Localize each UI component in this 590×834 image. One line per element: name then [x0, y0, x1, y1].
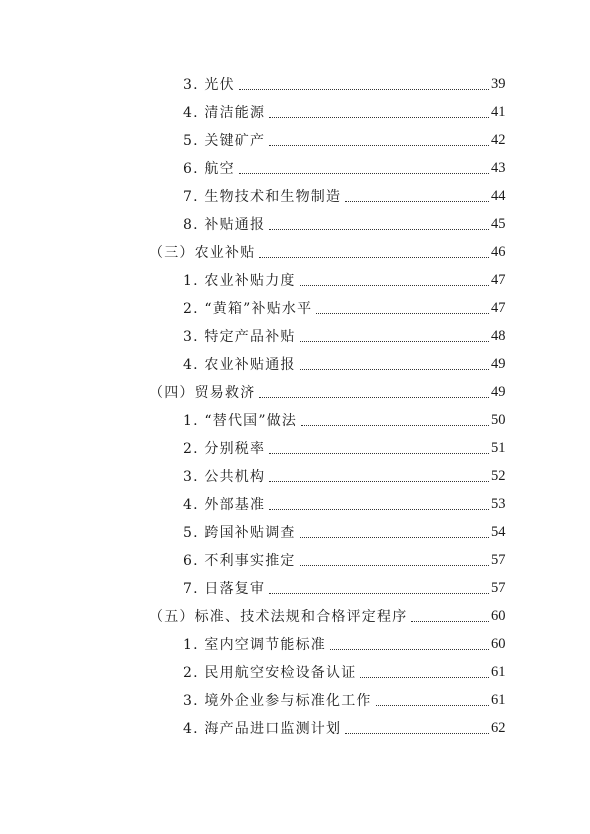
toc-page-number: 42	[491, 131, 506, 148]
toc-entry[interactable]	[0, 462, 590, 490]
toc-entry-title: 7. 生物技术和生物制造	[183, 189, 342, 205]
toc-entry-title: 4. 海产品进口监测计划	[183, 721, 342, 737]
toc-entry[interactable]	[0, 434, 590, 462]
toc-page-number: 61	[491, 663, 506, 680]
toc-entry-title: 5. 跨国补贴调查	[183, 525, 296, 541]
dot-leader	[269, 481, 489, 482]
dot-leader	[300, 341, 489, 342]
toc-entry[interactable]	[0, 70, 590, 98]
toc-entry-title: 6. 航空	[183, 161, 235, 177]
toc-section-entry[interactable]	[0, 378, 590, 406]
toc-entry[interactable]	[0, 126, 590, 154]
dot-leader	[300, 369, 489, 370]
toc-entry-title: 3. 光伏	[183, 77, 235, 93]
toc-entry-title: 4. 农业补贴通报	[183, 357, 296, 373]
toc-page-number: 50	[491, 411, 506, 428]
toc-page-number: 45	[491, 215, 506, 232]
toc-entry[interactable]	[0, 630, 590, 658]
toc-page-number: 48	[491, 327, 506, 344]
toc-entry-title: 2. 分别税率	[183, 441, 266, 457]
toc-entry[interactable]	[0, 210, 590, 238]
toc-entry[interactable]	[0, 714, 590, 742]
toc-entry-title: 2. 民用航空安检设备认证	[183, 665, 357, 681]
toc-page-number: 61	[491, 691, 506, 708]
toc-entry[interactable]	[0, 154, 590, 182]
toc-section-entry[interactable]	[0, 602, 590, 630]
toc-entry-title: 5. 关键矿产	[183, 133, 266, 149]
dot-leader	[301, 425, 489, 426]
toc-entry-title: （四）贸易救济	[149, 385, 256, 401]
toc-entry[interactable]	[0, 574, 590, 602]
toc-entry[interactable]	[0, 686, 590, 714]
toc-page-number: 47	[491, 271, 506, 288]
dot-leader	[269, 509, 489, 510]
dot-leader	[360, 677, 489, 678]
toc-entry[interactable]	[0, 518, 590, 546]
toc-entry-title: 1. “替代国”做法	[183, 413, 298, 429]
dot-leader	[330, 649, 489, 650]
toc-entry-title: 4. 外部基准	[183, 497, 266, 513]
dot-leader	[376, 705, 489, 706]
toc-entry[interactable]	[0, 98, 590, 126]
toc-entry[interactable]	[0, 406, 590, 434]
dot-leader	[239, 173, 489, 174]
toc-entry-title: （五）标准、技术法规和合格评定程序	[149, 609, 408, 625]
toc-page-number: 39	[491, 75, 506, 92]
toc-page-number: 46	[491, 243, 506, 260]
toc-entry-title: 4. 清洁能源	[183, 105, 266, 121]
toc-entry[interactable]	[0, 266, 590, 294]
dot-leader	[269, 593, 489, 594]
toc-entry[interactable]	[0, 350, 590, 378]
dot-leader	[269, 453, 489, 454]
toc-entry-title: （三）农业补贴	[149, 245, 256, 261]
toc-page-number: 62	[491, 719, 506, 736]
dot-leader	[411, 621, 489, 622]
toc-entry-title: 1. 农业补贴力度	[183, 273, 296, 289]
toc-entry-title: 2. “黄箱”补贴水平	[183, 301, 313, 317]
dot-leader	[300, 565, 489, 566]
toc-page-number: 53	[491, 495, 506, 512]
toc-page-number: 47	[491, 299, 506, 316]
toc-page-number: 57	[491, 551, 506, 568]
toc-entry[interactable]	[0, 658, 590, 686]
toc-entry-title: 7. 日落复审	[183, 581, 266, 597]
dot-leader	[269, 229, 489, 230]
toc-page-number: 60	[491, 607, 506, 624]
toc-page-number: 52	[491, 467, 506, 484]
dot-leader	[259, 257, 489, 258]
toc-page-number: 43	[491, 159, 506, 176]
toc-entry-title: 6. 不利事实推定	[183, 553, 296, 569]
toc-page-number: 44	[491, 187, 506, 204]
toc-page-number: 57	[491, 579, 506, 596]
dot-leader	[345, 201, 489, 202]
toc-page-number: 49	[491, 383, 506, 400]
dot-leader	[300, 285, 489, 286]
toc-entry-title: 1. 室内空调节能标准	[183, 637, 327, 653]
dot-leader	[300, 537, 489, 538]
dot-leader	[269, 145, 489, 146]
toc-entry-title: 3. 公共机构	[183, 469, 266, 485]
toc-section-entry[interactable]	[0, 238, 590, 266]
toc-entry[interactable]	[0, 490, 590, 518]
table-of-contents	[0, 70, 590, 742]
toc-entry-title: 3. 境外企业参与标准化工作	[183, 693, 372, 709]
dot-leader	[269, 117, 489, 118]
dot-leader	[259, 397, 489, 398]
toc-page-number: 60	[491, 635, 506, 652]
toc-entry[interactable]	[0, 322, 590, 350]
toc-entry[interactable]	[0, 546, 590, 574]
dot-leader	[316, 313, 489, 314]
toc-page-number: 54	[491, 523, 506, 540]
toc-entry-title: 8. 补贴通报	[183, 217, 266, 233]
dot-leader	[239, 89, 489, 90]
toc-page-number: 41	[491, 103, 506, 120]
toc-page-number: 51	[491, 439, 506, 456]
toc-entry[interactable]	[0, 294, 590, 322]
toc-entry-title: 3. 特定产品补贴	[183, 329, 296, 345]
toc-page-number: 49	[491, 355, 506, 372]
dot-leader	[345, 733, 489, 734]
toc-entry[interactable]	[0, 182, 590, 210]
